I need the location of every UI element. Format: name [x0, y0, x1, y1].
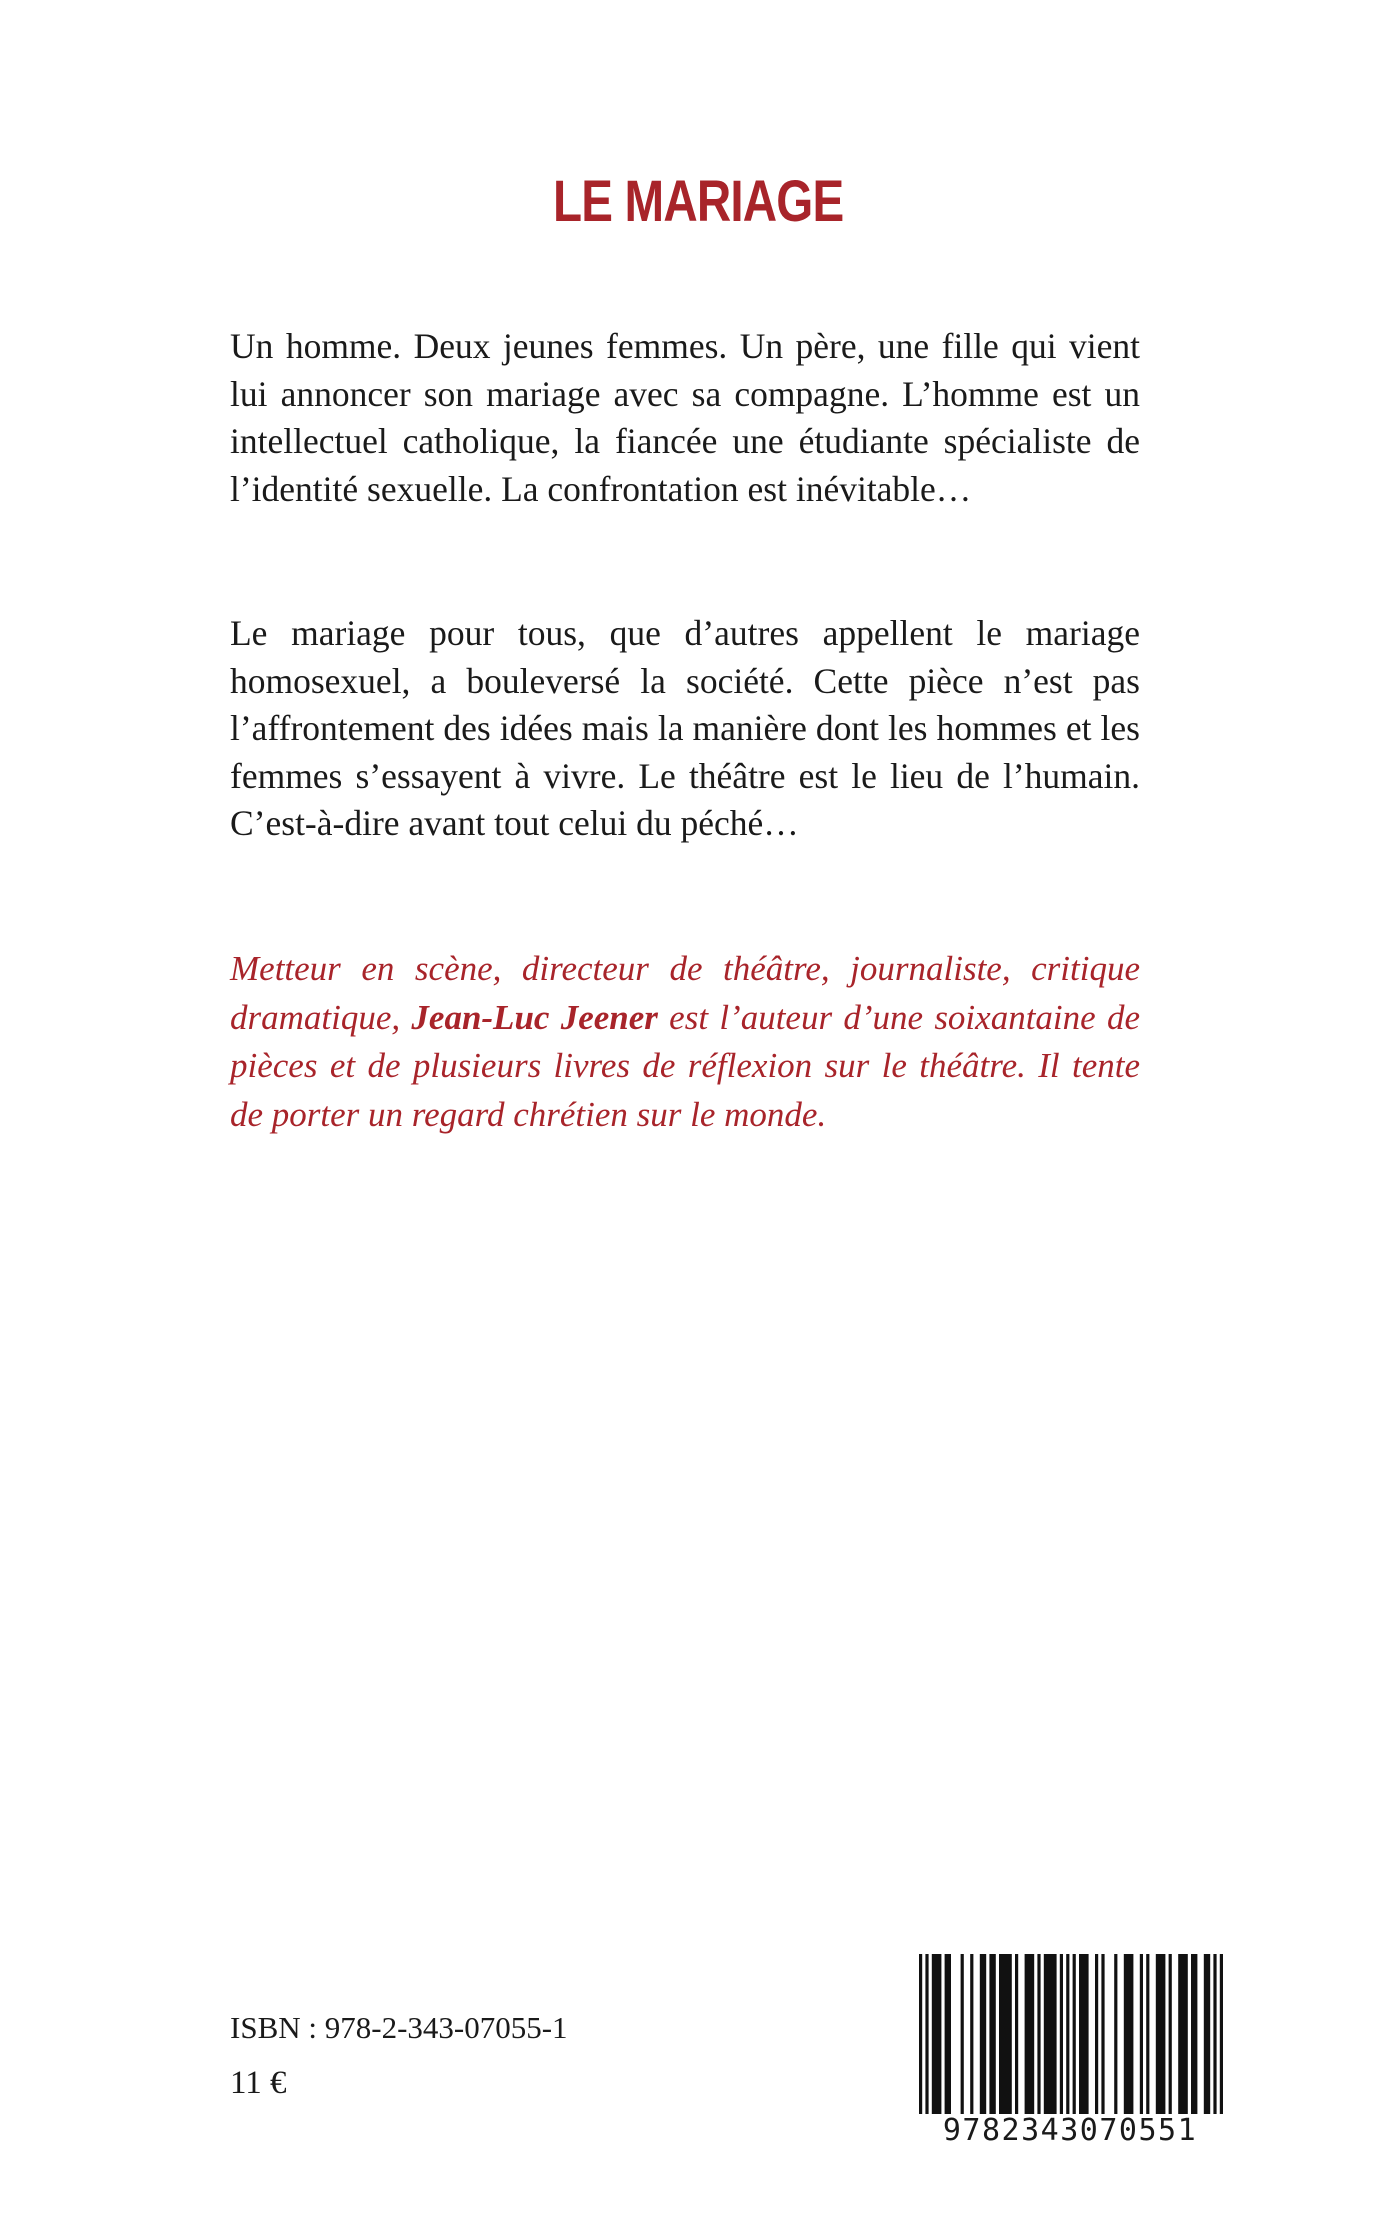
barcode-bar [961, 1954, 964, 2114]
summary-paragraph-1: Un homme. Deux jeunes femmes. Un père, une fille qui vient lui annoncer son mariage avec sa compagne. L’homme est un intellectuel catholique, la fiancée une étudiante spécialiste de l’identité sexuelle. La confrontation est inévitable… [230, 326, 1140, 509]
barcode-bar [1220, 1954, 1223, 2114]
barcode-bar [1044, 1954, 1057, 2114]
book-title: LE MARIAGE [553, 169, 844, 234]
isbn-label: ISBN : 978-2-343-07055-1 [230, 2010, 568, 2045]
barcode-bar [1114, 1954, 1117, 2114]
barcode-bar [919, 1954, 922, 2114]
barcode-bar [1101, 1954, 1104, 2114]
price-label: 11 € [230, 2065, 287, 2101]
barcode-bars [905, 1950, 1235, 2118]
barcode-bar [945, 1954, 951, 2114]
barcode-bar [1169, 1954, 1172, 2114]
barcode-bar [1124, 1954, 1134, 2114]
barcode-bar [1140, 1954, 1143, 2114]
barcode-bar [1015, 1954, 1018, 2114]
barcode-bar [1204, 1954, 1210, 2114]
author-bio-rest: est l’auteur d’une soixantaine de pièces et de plusieurs livres de réflexion sur le théâtre. Il tente de porter un regard chrétien sur le monde. [230, 997, 1140, 1134]
barcode-bar [1191, 1954, 1197, 2114]
author-bio [230, 945, 1140, 1139]
barcode-bar [1060, 1954, 1063, 2114]
barcode-bar [1073, 1954, 1076, 2114]
barcode-bar [1178, 1954, 1188, 2114]
barcode-bar [1037, 1954, 1040, 2114]
barcode-bar [980, 1954, 986, 2114]
barcode-bar [932, 1954, 942, 2114]
author-bio-intro: Metteur en scène, directeur de théâtre, journaliste, critique dramatique, [230, 949, 1140, 1037]
barcode-bar [970, 1954, 973, 2114]
barcode-bar [1079, 1954, 1089, 2114]
barcode-bar [925, 1954, 928, 2114]
barcode [905, 1950, 1235, 2172]
barcode-bar [1025, 1954, 1035, 2114]
barcode-bar [1156, 1954, 1166, 2114]
barcode-bar [1146, 1954, 1149, 2114]
barcode-digits: 9782343070551 [942, 2113, 1198, 2148]
barcode-bar [1066, 1954, 1069, 2114]
barcode-bar [989, 1954, 995, 2114]
barcode-bar [1095, 1954, 1098, 2114]
barcode-bar [999, 1954, 1012, 2114]
author-name: Jean-Luc Jeener [411, 997, 658, 1037]
summary-paragraph-2: Le mariage pour tous, que d’autres appellent le mariage homosexuel, a bouleversé la société. Cette pièce n’est pas l’affrontement des idées mais la manière dont les hommes et les femmes s’essayent à vivre. Le théâtre est le lieu de l’humain. C’est-à-dire avant tout celui du péché… [230, 613, 1140, 843]
barcode-bar [1213, 1954, 1216, 2114]
